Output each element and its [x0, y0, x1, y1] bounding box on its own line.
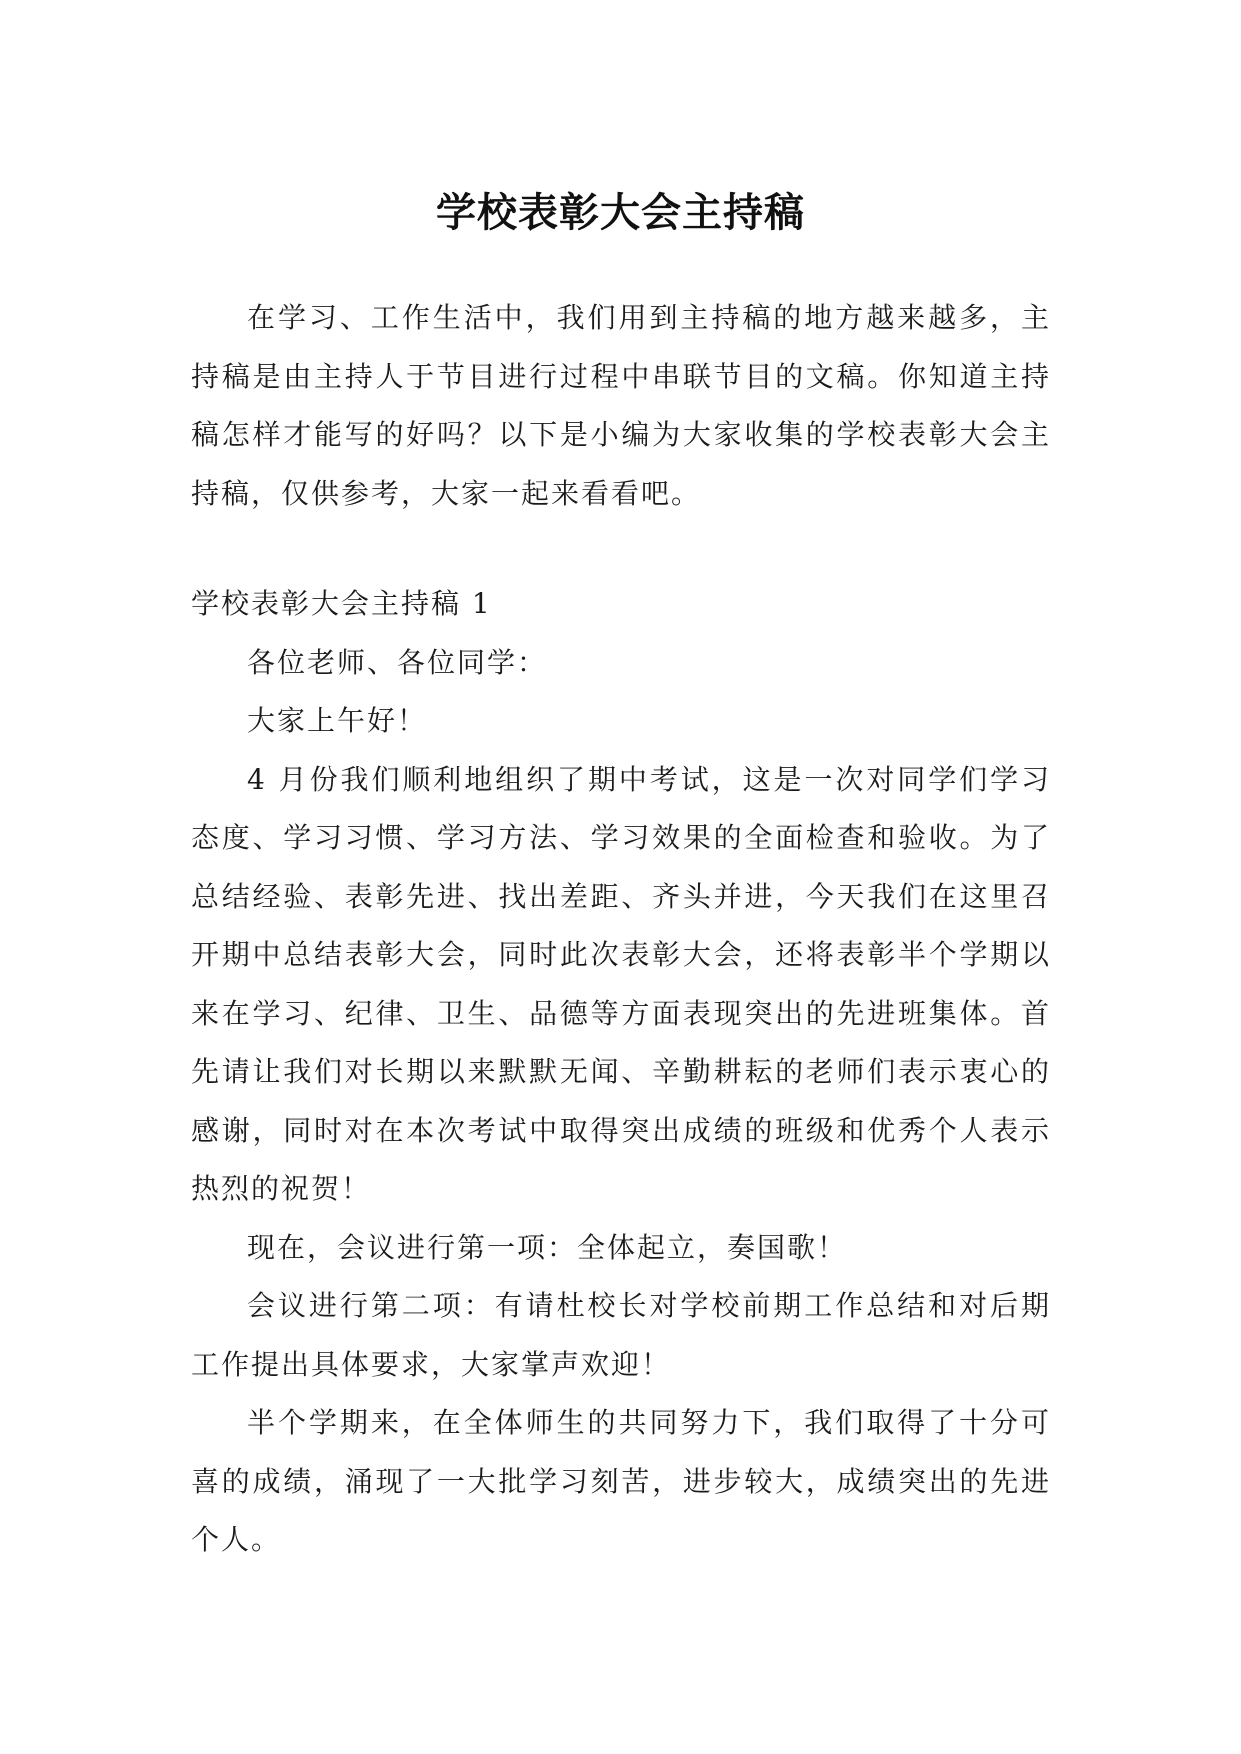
section-heading: 学校表彰大会主持稿 1 — [191, 587, 492, 620]
body-paragraph: 会议进行第二项：有请杜校长对学校前期工作总结和对后期工作提出具体要求，大家掌声欢迎！ — [191, 1289, 1051, 1381]
body-paragraph: 现在，会议进行第一项：全体起立，奏国歌！ — [247, 1230, 848, 1264]
intro-paragraph: 在学习、工作生活中，我们用到主持稿的地方越来越多，主持稿是由主持人于节目进行过程中串联节目的文稿。你知道主持稿怎样才能写的好吗？以下是小编为大家收集的学校表彰大会主持稿，仅供参考，大家一起来看看吧。 — [191, 301, 1051, 510]
intro-section — [191, 289, 1051, 523]
greeting-paragraph: 各位老师、各位同学： — [247, 645, 548, 679]
document-title: 学校表彰大会主持稿 — [436, 188, 805, 236]
speech-section — [191, 575, 1051, 1570]
salutation-paragraph: 大家上午好！ — [247, 704, 428, 737]
body-paragraph: 4 月份我们顺利地组织了期中考试，这是一次对同学们学习态度、学习习惯、学习方法、学习效果的全面检查和验收。为了总结经验、表彰先进、找出差距、齐头并进，今天我们在这里召开期中总结表彰大会，同时此次表彰大会，还将表彰半个学期以来在学习、纪律、卫生、品德等方面表现突出的先进班集体。首先请让我们对长期以来默默无闻、辛勤耕耘的老师们表示衷心的感谢，同时对在本次考试中取得突出成绩的班级和优秀个人表示热烈的祝贺！ — [191, 762, 1051, 1205]
body-paragraph: 半个学期来，在全体师生的共同努力下，我们取得了十分可喜的成绩，涌现了一大批学习刻苦，进步较大，成绩突出的先进个人。 — [191, 1406, 1051, 1556]
